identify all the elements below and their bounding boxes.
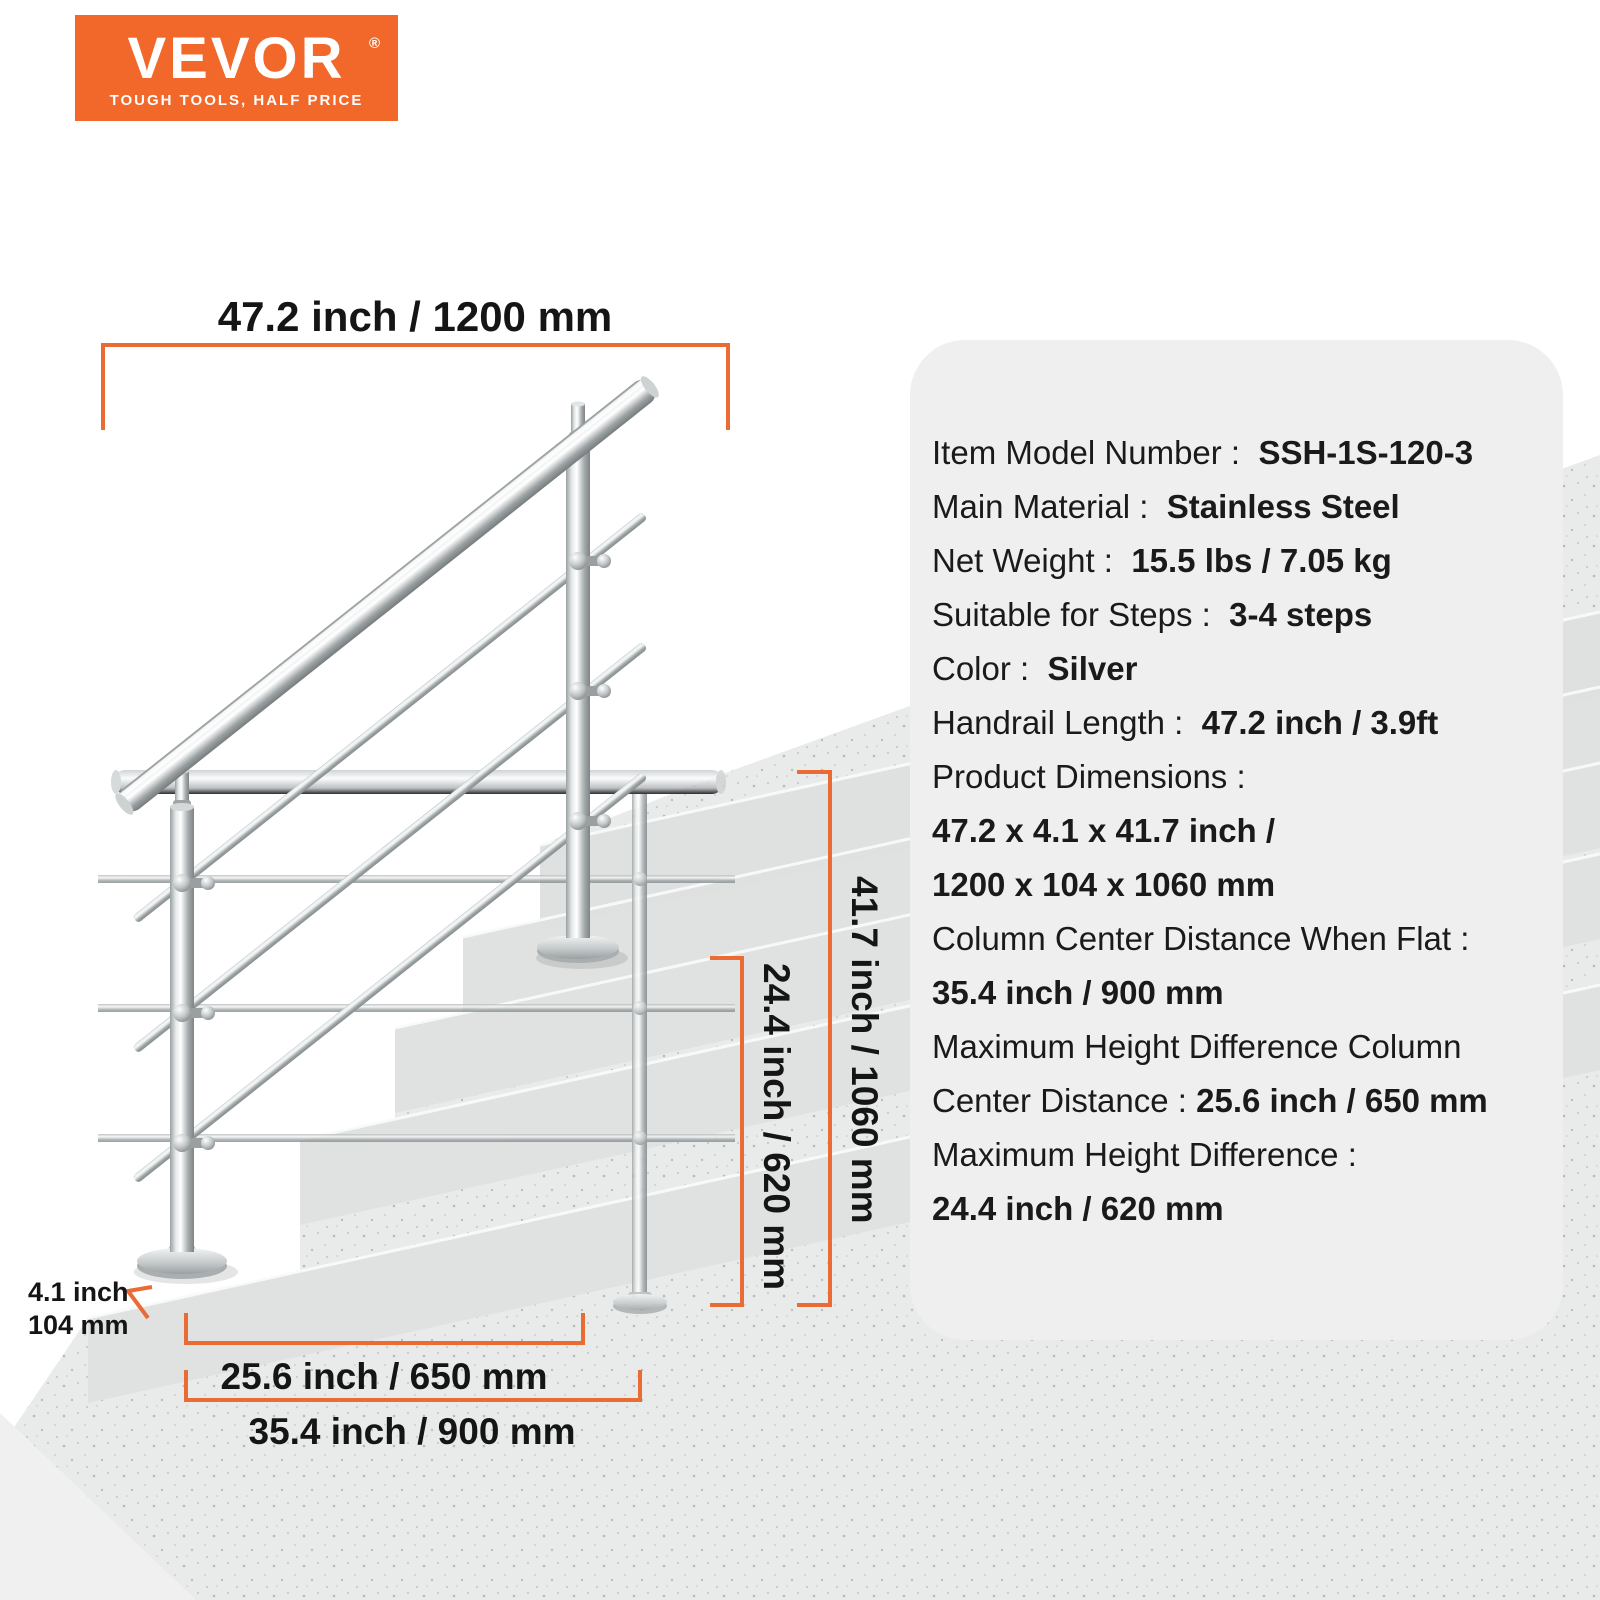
label-handrail-length: 47.2 inch / 1200 mm — [217, 293, 613, 340]
spec-value: Silver — [1047, 650, 1138, 687]
spec-label: Net Weight : — [932, 542, 1132, 579]
label-max-height-difference: 24.4 inch / 620 mm — [756, 963, 797, 1291]
spec-line — [932, 1074, 1555, 1128]
spec-value: 3-4 steps — [1229, 596, 1373, 633]
spec-value: 1200 x 104 x 1060 mm — [932, 866, 1276, 903]
spec-label: Handrail Length : — [932, 704, 1202, 741]
spec-line — [932, 696, 1555, 750]
spec-line — [932, 534, 1555, 588]
label-base-plate-size — [28, 1276, 129, 1342]
spec-line — [932, 426, 1555, 480]
spec-line — [932, 480, 1555, 534]
spec-line — [932, 1128, 1555, 1182]
brand-name: VEVOR — [127, 26, 346, 91]
spec-label: Center Distance : — [932, 1082, 1197, 1119]
spec-label: Column Center Distance When Flat : — [932, 920, 1479, 957]
label-base-plate-mm: 104 mm — [28, 1310, 129, 1340]
spec-line — [932, 1020, 1555, 1074]
spec-value: 35.4 inch / 900 mm — [932, 974, 1224, 1011]
spec-value: 24.4 inch / 620 mm — [932, 1190, 1224, 1227]
spec-value: 15.5 lbs / 7.05 kg — [1131, 542, 1392, 579]
label-column-distance-flat: 35.4 inch / 900 mm — [248, 1411, 576, 1452]
spec-value: 47.2 x 4.1 x 41.7 inch / — [932, 812, 1276, 849]
registered-mark: ® — [368, 35, 380, 52]
label-total-height: 41.7 inch / 1060 mm — [844, 876, 885, 1224]
spec-line — [932, 966, 1555, 1020]
spec-card — [910, 340, 1563, 1340]
spec-value: 25.6 inch / 650 mm — [1196, 1082, 1488, 1119]
spec-value: 47.2 inch / 3.9ft — [1201, 704, 1439, 741]
spec-label: Product Dimensions : — [932, 758, 1255, 795]
spec-line — [932, 642, 1555, 696]
spec-label: Suitable for Steps : — [932, 596, 1230, 633]
spec-line — [932, 804, 1555, 858]
spec-line — [932, 858, 1555, 912]
brand-tagline: TOUGH TOOLS, HALF PRICE — [109, 92, 364, 109]
spec-line — [932, 1182, 1555, 1236]
label-base-plate-inch: 4.1 inch — [28, 1277, 129, 1307]
spec-label: Maximum Height Difference Column — [932, 1028, 1471, 1065]
spec-label: Main Material : — [932, 488, 1167, 525]
spec-label: Item Model Number : — [932, 434, 1259, 471]
label-column-distance-stairs: 25.6 inch / 650 mm — [220, 1356, 548, 1397]
spec-line — [932, 588, 1555, 642]
spec-label: Maximum Height Difference : — [932, 1136, 1367, 1173]
spec-line — [932, 912, 1555, 966]
spec-value: Stainless Steel — [1166, 488, 1400, 525]
spec-lines — [932, 426, 1555, 1236]
spec-label: Color : — [932, 650, 1048, 687]
spec-line — [932, 750, 1555, 804]
spec-value: SSH-1S-120-3 — [1258, 434, 1474, 471]
vevor-logo — [75, 15, 398, 121]
